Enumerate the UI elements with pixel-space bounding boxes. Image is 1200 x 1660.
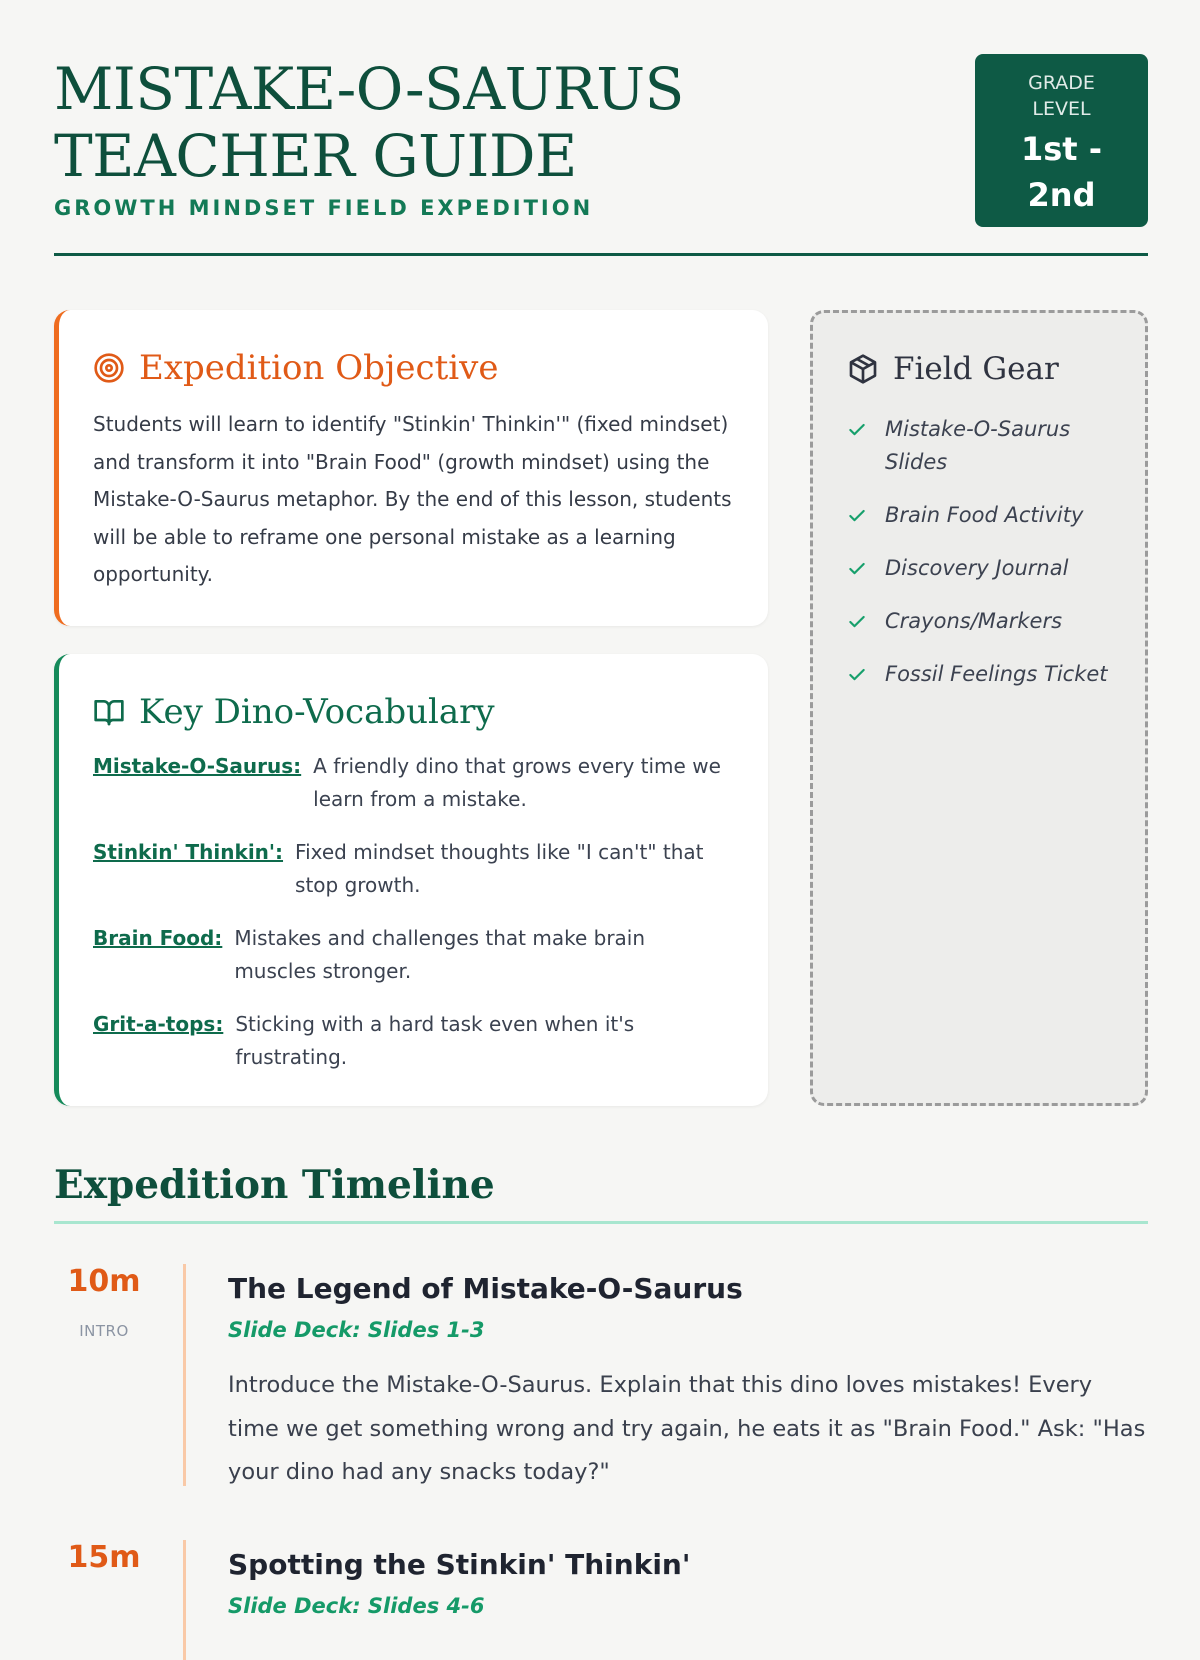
- gear-item: [847, 658, 1137, 691]
- vocabulary-definition: Sticking with a hard task even when it's frustrating.: [235, 1012, 635, 1069]
- vocabulary-definition: Fixed mindset thoughts like "I can't" that stop growth.: [295, 840, 704, 897]
- timeline-entry: [54, 1264, 1148, 1486]
- vocabulary-definition: Mistakes and challenges that make brain muscles stronger.: [234, 926, 646, 983]
- gear-item: [847, 605, 1137, 638]
- timeline-duration: 15m: [67, 1540, 141, 1575]
- vocabulary-item: [93, 750, 733, 816]
- page-subtitle: GROWTH MINDSET FIELD EXPEDITION: [54, 196, 594, 220]
- package-icon: [847, 353, 879, 385]
- objective-heading-row: [93, 348, 498, 388]
- gear-item-label: Fossil Feelings Ticket: [885, 662, 1108, 686]
- vocabulary-term[interactable]: Stinkin' Thinkin':: [93, 840, 284, 864]
- timeline-divider: [183, 1264, 186, 1486]
- gear-item-label: Brain Food Activity: [885, 503, 1084, 527]
- check-icon: [847, 506, 867, 526]
- vocabulary-term[interactable]: Grit-a-tops:: [93, 1012, 224, 1036]
- timeline-divider: [183, 1540, 186, 1660]
- vocabulary-heading: Key Dino-Vocabulary: [139, 692, 495, 732]
- grade-level-badge: [975, 54, 1148, 227]
- check-icon: [847, 559, 867, 579]
- check-icon: [847, 420, 867, 440]
- vocabulary-item: [93, 836, 733, 902]
- objective-heading: Expedition Objective: [139, 348, 499, 388]
- teacher-guide-page: [54, 0, 1148, 1618]
- check-icon: [847, 665, 867, 685]
- vocabulary-card: [54, 654, 768, 1106]
- vocabulary-heading-row: [93, 692, 495, 732]
- book-icon: [93, 696, 125, 728]
- check-icon: [847, 612, 867, 632]
- page-header: [54, 0, 1148, 256]
- timeline-duration: 10m: [67, 1264, 141, 1299]
- field-gear-list: [847, 413, 1137, 711]
- gear-item: [847, 413, 1137, 479]
- objective-card: [54, 310, 768, 626]
- field-gear-heading: Field Gear: [893, 351, 1059, 387]
- vocabulary-term[interactable]: Brain Food:: [93, 926, 223, 950]
- timeline-phase: INTRO: [79, 1322, 129, 1340]
- timeline-entry-body: Introduce the Mistake-O-Saurus. Explain that this dino loves mistakes! Every time we get something wrong and try again, he eats it as "Brain Food." Ask: "Has your dino had any snacks today?": [228, 1372, 1146, 1485]
- gear-item-label: Crayons/Markers: [885, 609, 1063, 633]
- timeline-heading: Expedition Timeline: [54, 1162, 1148, 1224]
- vocabulary-item: [93, 1008, 733, 1074]
- objective-text: Students will learn to identify "Stinkin' Thinkin'" (fixed mindset) and transform it into "Brain Food" (growth mindset) using the Mistake-O-Saurus metaphor. By the end of this lesson, students will be able to reframe one personal mistake as a learning opportunity.: [93, 412, 732, 586]
- grade-level-label: GRADE LEVEL: [1028, 72, 1095, 120]
- page-title: MISTAKE-O-SAURUS TEACHER GUIDE: [54, 55, 684, 190]
- target-icon: [93, 352, 125, 384]
- gear-item-label: Mistake-O-Saurus Slides: [885, 417, 1071, 474]
- gear-item-label: Discovery Journal: [885, 556, 1069, 580]
- gear-item: [847, 499, 1137, 532]
- grade-level-value: 1st - 2nd: [1020, 130, 1103, 214]
- field-gear-panel: [810, 310, 1148, 1106]
- gear-item: [847, 552, 1137, 585]
- vocabulary-list: [93, 750, 733, 1094]
- vocabulary-definition: A friendly dino that grows every time we learn from a mistake.: [313, 754, 721, 811]
- timeline-slide-reference: Slide Deck: Slides 4-6: [228, 1594, 485, 1618]
- field-gear-heading-row: [847, 351, 1059, 387]
- timeline-slide-reference: Slide Deck: Slides 1-3: [228, 1318, 485, 1342]
- vocabulary-item: [93, 922, 733, 988]
- timeline-entry: [54, 1540, 1148, 1660]
- vocabulary-term[interactable]: Mistake-O-Saurus:: [93, 754, 302, 778]
- timeline-entry-title: The Legend of Mistake-O-Saurus: [228, 1272, 743, 1305]
- timeline-entry-title: Spotting the Stinkin' Thinkin': [228, 1548, 691, 1581]
